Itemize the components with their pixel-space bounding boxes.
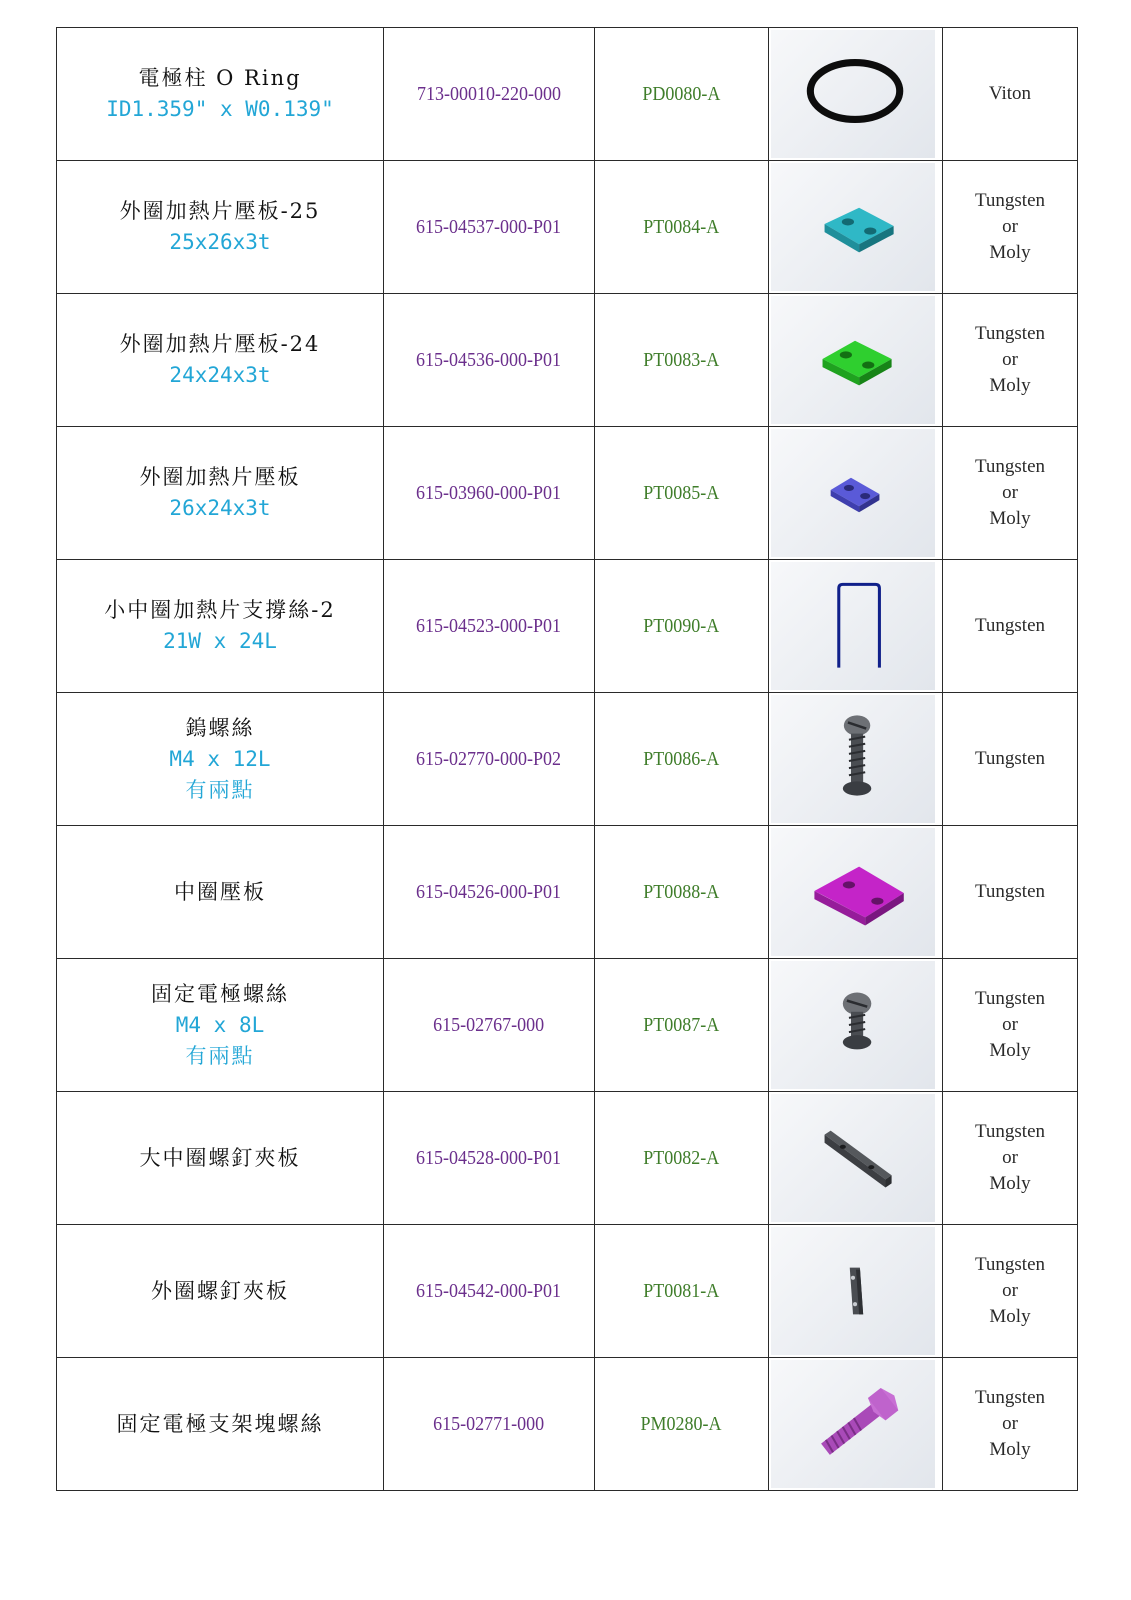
part-number-cell xyxy=(384,1092,595,1225)
part-number: 615-04526-000-P01 xyxy=(416,880,562,903)
purple-hex-bolt-icon xyxy=(771,1360,935,1488)
material-line: Tungsten xyxy=(974,456,1046,477)
part-name: 電極柱 O Ring xyxy=(138,66,302,90)
material-line: Moly xyxy=(989,508,1031,529)
drawing-code-cell xyxy=(595,294,769,427)
material-line: Tungsten xyxy=(974,615,1046,636)
part-number: 713-00010-220-000 xyxy=(416,82,561,105)
part-number: 615-04523-000-P01 xyxy=(416,614,562,637)
drawing-code-cell xyxy=(595,693,769,826)
material-line: Moly xyxy=(989,1439,1031,1460)
table-row xyxy=(57,427,1078,560)
part-spec: 21W x 24L xyxy=(163,629,277,653)
table-row xyxy=(57,1358,1078,1491)
material-line: Tungsten xyxy=(974,1387,1046,1408)
drawing-code-cell xyxy=(595,560,769,693)
long-screw-icon xyxy=(771,695,935,823)
part-name-cell xyxy=(57,161,384,294)
material-line: Viton xyxy=(988,83,1032,104)
part-number: 615-04537-000-P01 xyxy=(416,215,562,238)
part-name-cell xyxy=(57,826,384,959)
part-name: 大中圈螺釘夾板 xyxy=(139,1145,301,1170)
part-name-cell xyxy=(57,294,384,427)
green-plate-icon xyxy=(771,296,935,424)
drawing-code: PT0084-A xyxy=(643,215,720,238)
part-spec: ID1.359" x W0.139" xyxy=(106,97,334,121)
part-note: 有兩點 xyxy=(185,1043,255,1068)
part-image-cell xyxy=(769,693,943,826)
material-cell xyxy=(943,161,1078,294)
material-line: Tungsten xyxy=(974,1254,1046,1275)
drawing-code-cell xyxy=(595,1358,769,1491)
material-cell xyxy=(943,1358,1078,1491)
material-cell xyxy=(943,294,1078,427)
drawing-code: PT0086-A xyxy=(643,747,720,770)
part-image-cell xyxy=(769,1225,943,1358)
part-name: 外圈加熱片壓板-25 xyxy=(119,199,321,223)
part-name-cell xyxy=(57,959,384,1092)
part-number: 615-02770-000-P02 xyxy=(416,747,562,770)
drawing-code: PT0090-A xyxy=(643,614,720,637)
drawing-code: PT0085-A xyxy=(643,481,720,504)
material-cell xyxy=(943,1092,1078,1225)
drawing-code: PM0280-A xyxy=(640,1412,722,1435)
part-number: 615-04542-000-P01 xyxy=(416,1279,562,1302)
table-row xyxy=(57,693,1078,826)
part-image-cell xyxy=(769,1358,943,1491)
material-line: or xyxy=(1002,1413,1018,1434)
part-number-cell xyxy=(384,959,595,1092)
material-cell xyxy=(943,28,1078,161)
long-clamp-plate-icon xyxy=(771,1094,935,1222)
part-image-cell xyxy=(769,560,943,693)
part-number: 615-02771-000 xyxy=(433,1412,545,1435)
material-line: or xyxy=(1002,1280,1018,1301)
part-image-cell xyxy=(769,826,943,959)
part-number-cell xyxy=(384,161,595,294)
part-image-cell xyxy=(769,959,943,1092)
part-number-cell xyxy=(384,427,595,560)
table-row xyxy=(57,1092,1078,1225)
material-line: or xyxy=(1002,1014,1018,1035)
table-row xyxy=(57,826,1078,959)
part-number: 615-03960-000-P01 xyxy=(416,481,562,504)
table-row xyxy=(57,1225,1078,1358)
table-row xyxy=(57,28,1078,161)
part-number-cell xyxy=(384,28,595,161)
material-line: Moly xyxy=(989,1040,1031,1061)
part-number: 615-04536-000-P01 xyxy=(416,348,562,371)
part-name-cell xyxy=(57,693,384,826)
drawing-code-cell xyxy=(595,826,769,959)
part-name: 外圈加熱片壓板-24 xyxy=(119,332,321,356)
drawing-code-cell xyxy=(595,427,769,560)
support-wire-icon xyxy=(771,562,935,690)
drawing-code-cell xyxy=(595,959,769,1092)
small-clamp-plate-icon xyxy=(771,1227,935,1355)
part-name: 固定電極支架塊螺絲 xyxy=(116,1411,324,1436)
part-image-cell xyxy=(769,28,943,161)
drawing-code: PT0081-A xyxy=(643,1279,720,1302)
parts-table xyxy=(56,27,1078,1491)
material-cell xyxy=(943,560,1078,693)
part-number-cell xyxy=(384,560,595,693)
material-line: Tungsten xyxy=(974,881,1046,902)
material-line: Tungsten xyxy=(974,323,1046,344)
part-name: 鎢螺絲 xyxy=(185,715,255,740)
part-number-cell xyxy=(384,294,595,427)
part-number-cell xyxy=(384,693,595,826)
material-line: or xyxy=(1002,1147,1018,1168)
drawing-code-cell xyxy=(595,28,769,161)
material-cell xyxy=(943,826,1078,959)
part-spec: 26x24x3t xyxy=(169,496,271,520)
material-cell xyxy=(943,427,1078,560)
table-row xyxy=(57,560,1078,693)
part-name: 外圈加熱片壓板 xyxy=(139,465,301,489)
drawing-code: PT0087-A xyxy=(643,1013,720,1036)
drawing-code: PD0080-A xyxy=(642,82,721,105)
part-spec: M4 x 8L xyxy=(175,1012,265,1037)
part-name: 中圈壓板 xyxy=(174,879,266,904)
o-ring-icon xyxy=(771,30,935,158)
part-image-cell xyxy=(769,427,943,560)
part-spec: 24x24x3t xyxy=(169,363,271,387)
part-number-cell xyxy=(384,1225,595,1358)
part-number-cell xyxy=(384,1358,595,1491)
drawing-code-cell xyxy=(595,1092,769,1225)
part-name: 外圈螺釘夾板 xyxy=(151,1278,289,1303)
magenta-plate-icon xyxy=(771,828,935,956)
drawing-code: PT0088-A xyxy=(643,880,720,903)
material-line: Tungsten xyxy=(974,1121,1046,1142)
part-spec: M4 x 12L xyxy=(169,746,271,771)
material-line: Moly xyxy=(989,1306,1031,1327)
material-cell xyxy=(943,959,1078,1092)
part-spec: 25x26x3t xyxy=(169,230,271,254)
drawing-code: PT0083-A xyxy=(643,348,720,371)
material-cell xyxy=(943,693,1078,826)
part-image-cell xyxy=(769,294,943,427)
material-line: Tungsten xyxy=(974,988,1046,1009)
blue-plate-icon xyxy=(771,429,935,557)
table-row xyxy=(57,161,1078,294)
part-name-cell xyxy=(57,427,384,560)
part-number: 615-02767-000 xyxy=(433,1013,545,1036)
part-name-cell xyxy=(57,1358,384,1491)
part-image-cell xyxy=(769,1092,943,1225)
cyan-plate-icon xyxy=(771,163,935,291)
material-line: or xyxy=(1002,216,1018,237)
part-name-cell xyxy=(57,1225,384,1358)
material-line: Moly xyxy=(989,242,1031,263)
material-line: or xyxy=(1002,349,1018,370)
drawing-code-cell xyxy=(595,1225,769,1358)
material-line: Moly xyxy=(989,1173,1031,1194)
material-line: Tungsten xyxy=(974,748,1046,769)
part-number: 615-04528-000-P01 xyxy=(416,1146,562,1169)
table-row xyxy=(57,959,1078,1092)
material-line: or xyxy=(1002,482,1018,503)
part-name-cell xyxy=(57,560,384,693)
part-name-cell xyxy=(57,28,384,161)
part-name: 固定電極螺絲 xyxy=(151,981,289,1006)
drawing-code-cell xyxy=(595,161,769,294)
material-cell xyxy=(943,1225,1078,1358)
material-line: Tungsten xyxy=(974,190,1046,211)
short-screw-icon xyxy=(771,961,935,1089)
part-number-cell xyxy=(384,826,595,959)
part-name: 小中圈加熱片支撐絲-2 xyxy=(104,598,336,622)
part-name-cell xyxy=(57,1092,384,1225)
material-line: Moly xyxy=(989,375,1031,396)
part-image-cell xyxy=(769,161,943,294)
table-row xyxy=(57,294,1078,427)
drawing-code: PT0082-A xyxy=(643,1146,720,1169)
part-note: 有兩點 xyxy=(185,777,255,802)
